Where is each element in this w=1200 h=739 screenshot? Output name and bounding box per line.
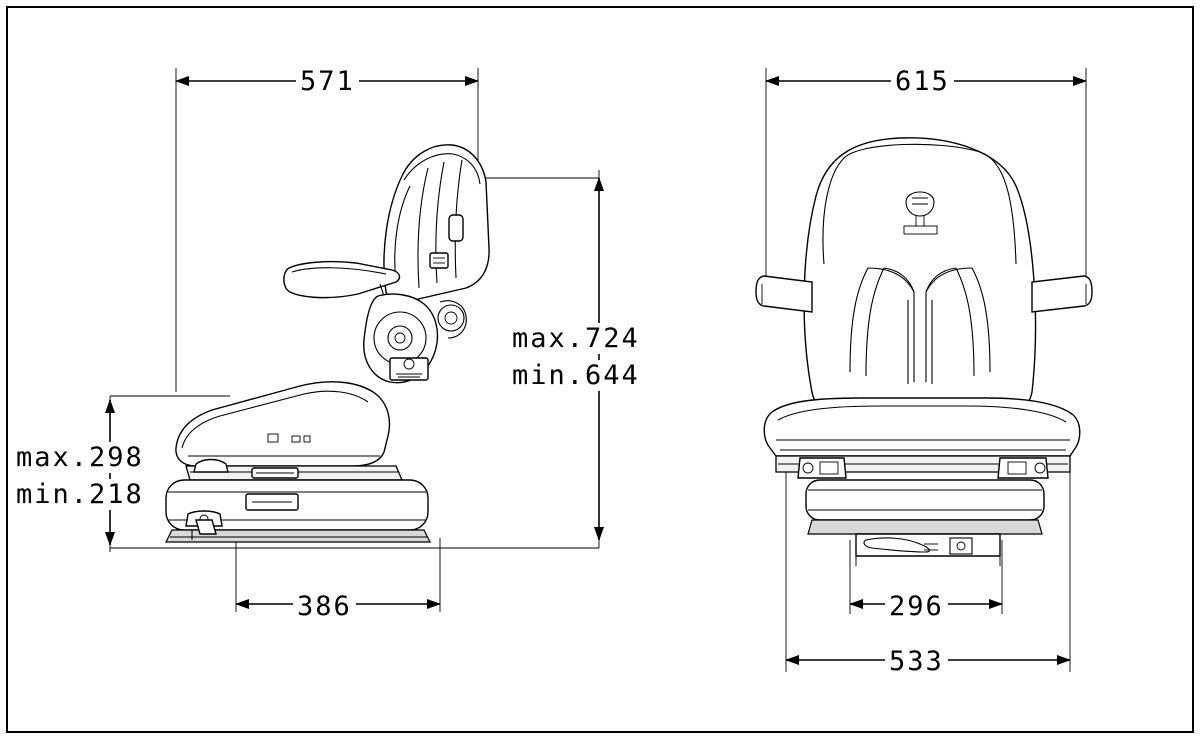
dim-front-base-width-outer: 533 xyxy=(885,646,948,677)
front-view-geometry xyxy=(756,68,1092,672)
dim-side-depth: 571 xyxy=(296,66,359,97)
dim-side-height-min: min.644 xyxy=(508,360,644,391)
dim-front-base-width-inner: 296 xyxy=(885,591,948,622)
dim-front-width: 615 xyxy=(891,66,954,97)
dim-side-base-height-min: min.218 xyxy=(12,479,148,510)
dim-side-height-max: max.724 xyxy=(508,323,644,354)
dim-side-base-height-max: max.298 xyxy=(12,442,148,473)
dim-side-base-depth: 386 xyxy=(293,591,356,622)
